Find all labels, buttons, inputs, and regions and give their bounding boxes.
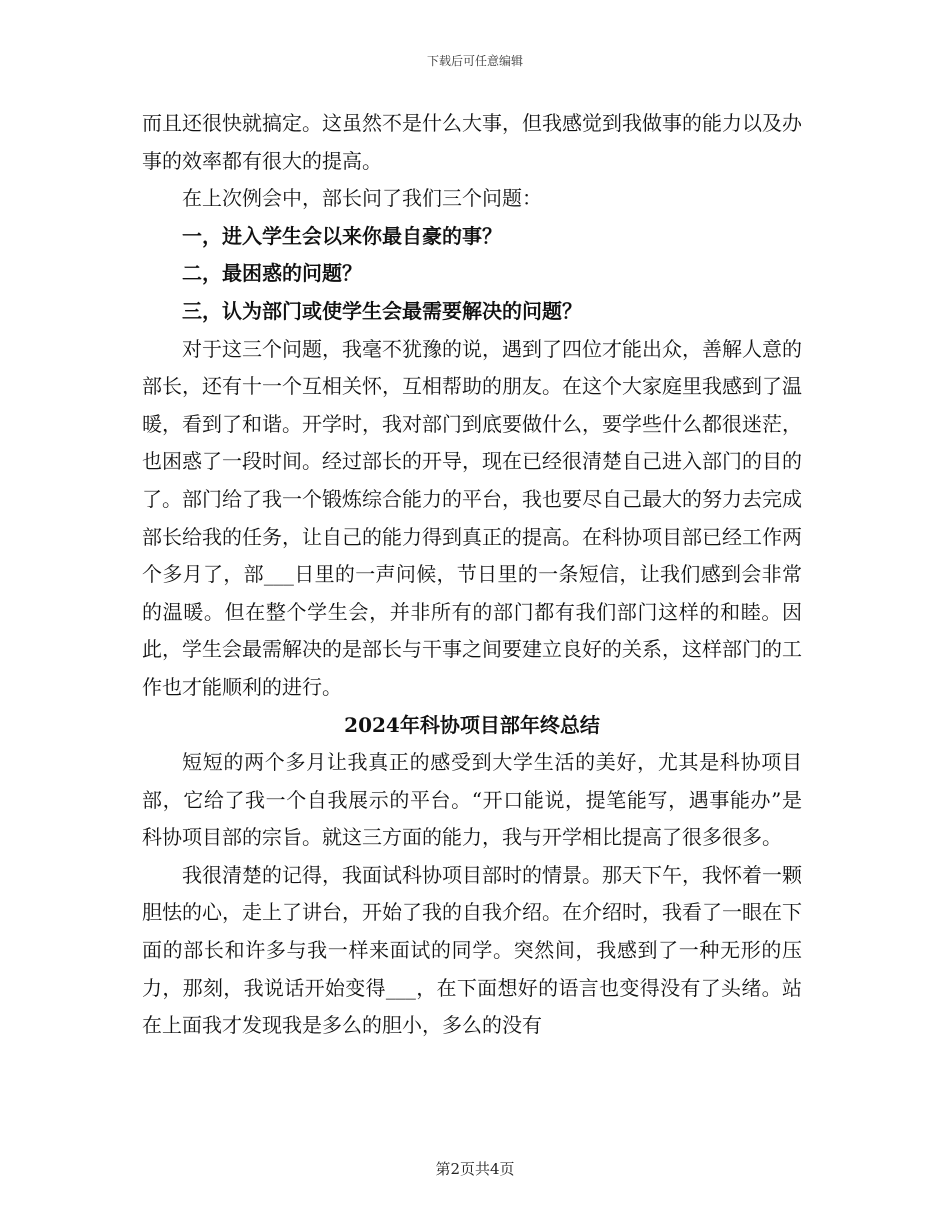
question-one: 一，进入学生会以来你最自豪的事？ [182,223,502,248]
question-two: 二，最困惑的问题？ [182,261,362,286]
document-body [142,105,802,1045]
page-header: 下载后可任意编辑 [426,54,523,68]
section-title: 2024年科协项目部年终总结 [344,712,600,737]
paragraph-answers: 对于这三个问题，我毫不犹豫的说，遇到了四位才能出众，善解人意的部长，还有十一个互相关怀，互相帮助的朋友。在这个大家庭里我感到了温暖，看到了和谐。开学时，我对部门到底要做什么，要学些什么都很迷茫，也困惑了一段时间。经过部长的开导，现在已经很清楚自己进入部门的目的了。部门给了我一个锻炼综合能力的平台，我也要尽自己最大的努力去完成部长给我的任务，让自己的能力得到真正的提高。在科协项目部已经工作两个多月了，部___日里的一声问候，节日里的一条短信，让我们感到会非常的温暖。但在整个学生会，并非所有的部门都有我们部门这样的和睦。因此，学生会最需解决的是部长与干事之间要建立良好的关系，这样部门的工作也才能顺利的进行。 [142,336,802,699]
paragraph-continuation: 而且还很快就搞定。这虽然不是什么大事，但我感觉到我做事的能力以及办事的效率都有很大的提高。 [142,111,802,173]
paragraph-interview: 我很清楚的记得，我面试科协项目部时的情景。那天下午，我怀着一颗胆怯的心，走上了讲台，开始了我的自我介绍。在介绍时，我看了一眼在下面的部长和许多与我一样来面试的同学。突然间，我感到了一种无形的压力，那刻，我说话开始变得___，在下面想好的语言也变得没有了头绪。站在上面我才发现我是多么的胆小，多么的没有 [142,862,802,1038]
page-number: 第2页共4页 [435,1160,515,1178]
paragraph-meeting-intro: 在上次例会中，部长问了我们三个问题： [182,186,542,211]
question-three: 三，认为部门或使学生会最需要解决的问题？ [182,298,582,323]
paragraph-summary-intro: 短短的两个多月让我真正的感受到大学生活的美好，尤其是科协项目部，它给了我一个自我展示的平台。“开口能说，提笔能写，遇事能办”是科协项目部的宗旨。就这三方面的能力，我与开学相比提高了很多很多。 [142,750,802,850]
